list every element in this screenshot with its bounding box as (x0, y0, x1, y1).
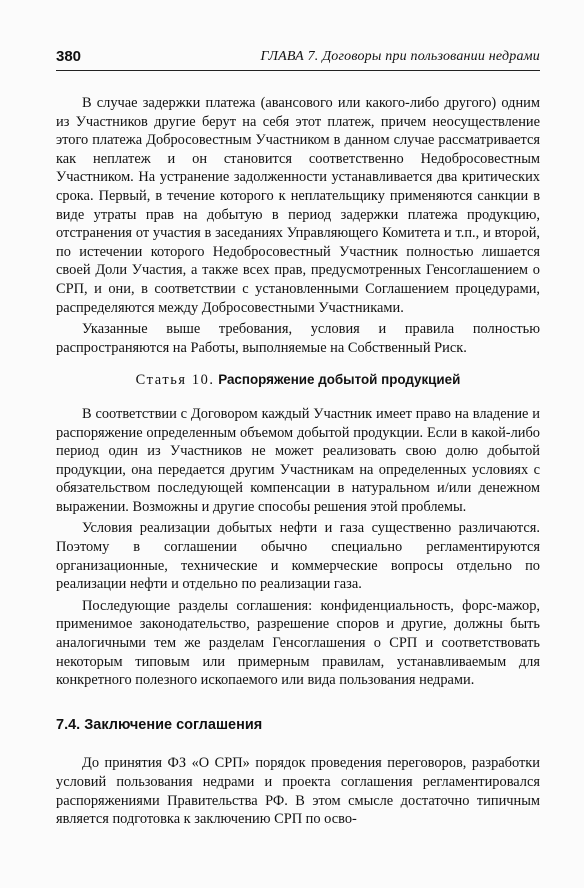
article-title: Распоряжение добытой продукцией (218, 372, 461, 388)
paragraph-following-sections: Последующие разделы соглашения: конфиденциальность, форс-мажор, применимое законодательство, разрешение споров и другие, должны быть аналогичными тем же разделам Генсоглашения о СРП и соответствовать некоторым типовым или примерным правилам, устанавливаемым для конкретного полезного ископаемого или вида пользования недрами. (56, 597, 540, 689)
article-number: Статья 10. (135, 372, 215, 389)
running-head: ГЛАВА 7. Договоры при пользовании недрами (260, 49, 540, 64)
section-heading: 7.4. Заключение соглашения (56, 716, 263, 733)
paragraph-disposal-rights: В соответствии с Договором каждый Участник имеет право на владение и распоряжение определенным объемом добытой продукции. Если в какой-либо период один из Участников не может реализовать свою долю добытой продукции, она передается другим Участникам на определенных условиях с обязательством последующей компенсации в натуральном и/или денежном выражении. Возможны и другие способы решения этой проблемы. (56, 405, 540, 515)
paragraph-sale-conditions: Условия реализации добытых нефти и газа существенно различаются. Поэтому в соглашении обычно специально регламентируются организационные, технические и коммерческие вопросы отдельно по реализации нефти и отдельно по реализации газа. (56, 520, 540, 593)
page-number: 380 (56, 48, 82, 65)
page-header (56, 48, 540, 71)
paragraph-own-risk: Указанные выше требования, условия и правила полностью распространяются на Работы, выполняемые на Собственный Риск. (56, 321, 540, 356)
body-text (56, 94, 540, 829)
article-heading (56, 371, 540, 390)
paragraph-before-law: До принятия ФЗ «О СРП» порядок проведения переговоров, разработки условий пользования недрами и проекта соглашения регламентировался распоряжениями Правительства РФ. В этом смысле достаточно типичным является подготовка к заключению СРП по осво- (56, 755, 540, 828)
paragraph-payment-delay: В случае задержки платежа (авансового или какого-либо другого) одним из Участников другие берут на себя этот платеж, причем неосуществление этого платежа Добросовестным Участником в данном случае рассматривается как неплатеж и он становится соответственно Недобросовестным Участником. На устранение задолженности устанавливается два критических срока. Первый, в течение которого к неплательщику применяются санкции в виде утраты прав на добытую в период задержки платежа продукцию, отстранения от участия в заседаниях Управляющего Комитета и т.п., и второй, по истечении которого Недобросовестный Участник полностью лишается своей Доли Участия, а также всех прав, предусмотренных Генсоглашением о СРП, и они, в соответствии с установленными Соглашением процедурами, распределяются между Добросовестными Участниками. (56, 95, 540, 316)
